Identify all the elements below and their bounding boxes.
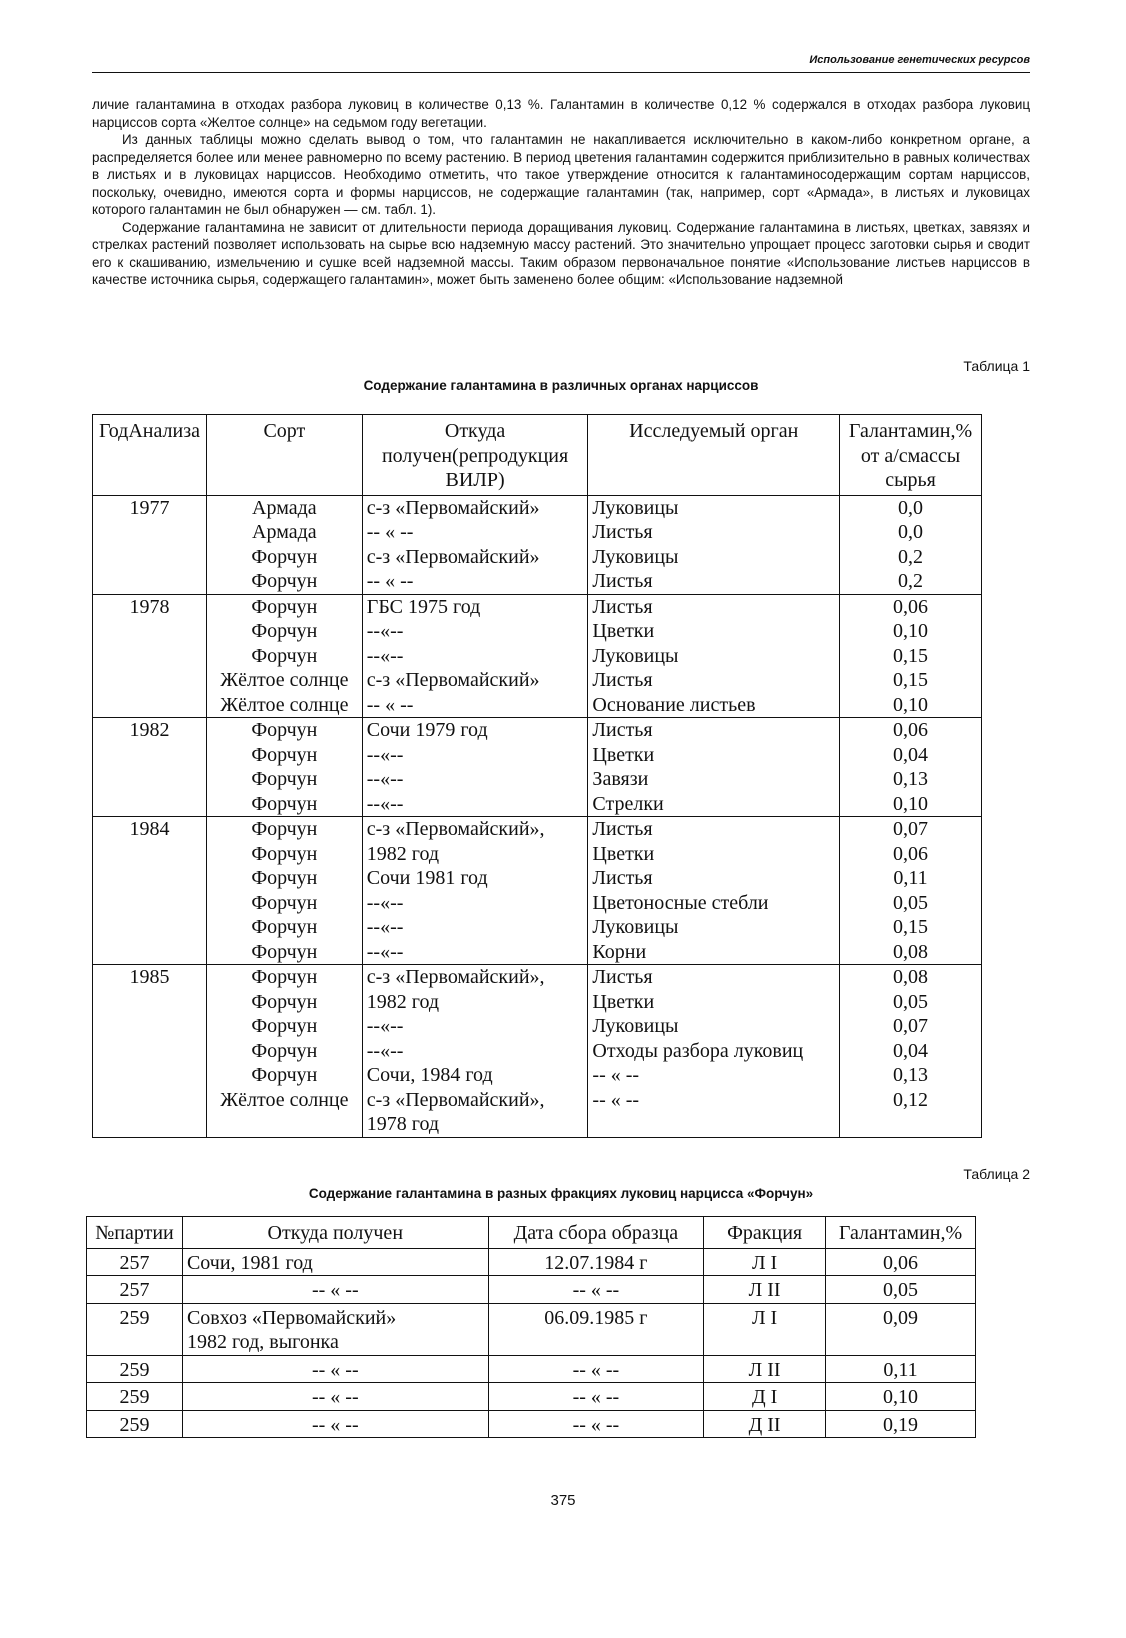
source-cell <box>182 1303 488 1355</box>
cell-line: Стрелки <box>592 792 664 815</box>
batch-cell: 259 <box>87 1303 183 1355</box>
cell-line: -- « -- <box>366 570 414 592</box>
cell-line: Откуда получен <box>267 1222 404 1244</box>
cell-line: ГБС 1975 год <box>366 595 481 618</box>
source-cell <box>362 817 588 965</box>
cell-line: --«-- <box>366 743 404 766</box>
cell-line: Форчун <box>251 842 318 865</box>
header-cell <box>840 415 982 496</box>
sort-cell <box>206 965 362 1138</box>
cell-line: Форчун <box>251 1015 318 1037</box>
header-cell <box>87 1217 183 1249</box>
table1-group-row <box>93 817 982 965</box>
cell-line: 0,13 <box>893 768 929 790</box>
source-cell <box>182 1410 488 1438</box>
cell-line: 0,13 <box>893 1064 929 1086</box>
header-cell <box>588 415 840 496</box>
table2-header-row <box>87 1217 976 1249</box>
value-cell <box>840 594 982 718</box>
header-cell <box>182 1217 488 1249</box>
cell-line: --«-- <box>366 916 404 938</box>
table2-title: Содержание галантамина в разных фракциях луковиц нарцисса «Форчун» <box>308 1186 814 1201</box>
table1 <box>92 414 982 1138</box>
year-cell: 1984 <box>93 817 207 965</box>
date-cell: -- « -- <box>488 1383 704 1411</box>
header-cell <box>488 1217 704 1249</box>
cell-line: Корни <box>592 940 647 963</box>
page-number: 375 <box>550 1492 576 1509</box>
cell-line: 0,08 <box>893 966 929 988</box>
header-cell <box>362 415 588 496</box>
cell-line: -- « -- <box>366 693 414 716</box>
cell-line: (репродукция ВИЛР) <box>445 444 569 491</box>
cell-line: Основание листьев <box>592 693 756 716</box>
batch-cell: 259 <box>87 1410 183 1438</box>
cell-line: Галантамин, <box>848 420 956 442</box>
cell-line: Цветки <box>592 990 655 1013</box>
value-cell: 0,10 <box>826 1383 976 1411</box>
cell-line: с-з «Первомайский» <box>366 669 540 691</box>
table2-row <box>87 1276 976 1304</box>
cell-line: -- « -- <box>366 521 414 543</box>
cell-line: 0,10 <box>893 693 929 716</box>
cell-line: 0,10 <box>893 792 929 815</box>
fraction-cell: Д I <box>704 1383 826 1411</box>
header-cell <box>704 1217 826 1249</box>
cell-line: Армада <box>252 521 317 543</box>
table1-title: Содержание галантамина в различных органах нарциссов <box>363 378 759 393</box>
source-cell <box>362 965 588 1138</box>
cell-line: Луковицы <box>592 1015 679 1037</box>
header-cell <box>826 1217 976 1249</box>
cell-line: 1978 год <box>366 1113 440 1135</box>
cell-line: 0,2 <box>898 570 924 592</box>
paragraph: Содержание галантамина не зависит от длительности периода доращивания луковиц. Содержание галантамина в листьях, цветках, завязях и стрелках растений позволяет использовать на сырье всю надземную массу растений. Это значительно упрощает процесс заготовки сырья и сводит его к скашиванию, измельчению и сушке всей надземной массы. Таким образом первоначальное понятие «Использование листьев нарциссов в качестве источника сырья, содержащего галантамин», может быть заменено более общим: «Использование надземной <box>92 219 1030 287</box>
date-cell: 12.07.1984 г <box>488 1248 704 1276</box>
source-cell <box>362 718 588 817</box>
cell-line: Цветки <box>592 743 655 766</box>
cell-line: 0,15 <box>893 644 929 667</box>
table2-row <box>87 1248 976 1276</box>
cell-line: Луковицы <box>592 496 679 519</box>
cell-line: Луковицы <box>592 916 679 938</box>
cell-line: Форчун <box>251 595 318 618</box>
cell-line: Жёлтое солнце <box>220 669 349 691</box>
year-cell: 1977 <box>93 495 207 594</box>
cell-line: с-з «Первомайский» <box>366 545 540 568</box>
batch-cell: 257 <box>87 1276 183 1304</box>
cell-line: 0,08 <box>893 940 929 963</box>
cell-line: -- « -- <box>311 1358 359 1381</box>
cell-line: массы сырья <box>885 444 961 491</box>
cell-line: Сорт <box>263 420 306 442</box>
cell-line: Галантамин, <box>838 1222 946 1244</box>
fraction-cell: Л II <box>704 1355 826 1383</box>
value-cell <box>840 817 982 965</box>
cell-line: Сочи 1981 год <box>366 867 488 889</box>
cell-line: Луковицы <box>592 644 679 667</box>
table1-group-row <box>93 594 982 718</box>
table1-label: Таблица 1 <box>963 358 1030 374</box>
value-cell <box>840 965 982 1138</box>
cell-line: Форчун <box>251 1039 318 1062</box>
cell-line: 0,2 <box>898 545 924 568</box>
cell-line: Форчун <box>251 966 318 988</box>
cell-line: партии <box>114 1222 174 1244</box>
batch-cell: 257 <box>87 1248 183 1276</box>
cell-line: Листья <box>592 570 653 592</box>
cell-line: Откуда получен <box>381 420 506 467</box>
cell-line: Листья <box>592 719 653 741</box>
value-cell: 0,19 <box>826 1410 976 1438</box>
cell-line: 0,07 <box>893 1015 929 1037</box>
running-head: Использование генетических ресурсов <box>809 54 1030 66</box>
cell-line: -- « -- <box>592 1088 640 1111</box>
sort-cell <box>206 817 362 965</box>
cell-line: 0,05 <box>893 990 929 1013</box>
cell-line: --«-- <box>366 644 404 667</box>
fraction-cell: Л I <box>704 1303 826 1355</box>
header-cell <box>93 415 207 496</box>
cell-line: Форчун <box>251 867 318 889</box>
cell-line: Листья <box>592 521 653 543</box>
cell-line: № <box>95 1222 115 1244</box>
cell-line: -- « -- <box>311 1413 359 1436</box>
organ-cell <box>588 817 840 965</box>
cell-line: Форчун <box>251 545 318 568</box>
cell-line: Совхоз «Первомайский» <box>186 1306 397 1329</box>
year-cell: 1978 <box>93 594 207 718</box>
cell-line: Жёлтое солнце <box>220 693 349 716</box>
cell-line: Форчун <box>251 743 318 766</box>
cell-line: Сочи, 1981 год <box>186 1251 313 1274</box>
cell-line: Цветоносные стебли <box>592 891 769 914</box>
cell-line: % от а/с <box>860 420 973 467</box>
cell-line: Форчун <box>251 719 318 741</box>
cell-line: Цветки <box>592 620 655 642</box>
cell-line: Отходы разбора луковиц <box>592 1039 804 1062</box>
table1-group-row <box>93 495 982 594</box>
cell-line: с-з «Первомайский» <box>366 496 540 519</box>
fraction-cell: Л I <box>704 1248 826 1276</box>
table2-label: Таблица 2 <box>963 1166 1030 1182</box>
header-rule <box>92 72 1030 73</box>
date-cell: -- « -- <box>488 1410 704 1438</box>
cell-line: Дата сбора образца <box>513 1222 679 1244</box>
cell-line: 0,15 <box>893 916 929 938</box>
year-cell: 1985 <box>93 965 207 1138</box>
cell-line: 0,0 <box>898 521 924 543</box>
value-cell: 0,05 <box>826 1276 976 1304</box>
value-cell: 0,06 <box>826 1248 976 1276</box>
header-cell <box>206 415 362 496</box>
cell-line: Форчун <box>251 1064 318 1086</box>
body-text <box>92 96 1030 289</box>
cell-line: Форчун <box>251 818 318 840</box>
cell-line: Форчун <box>251 891 318 914</box>
cell-line: Сочи, 1984 год <box>366 1064 493 1086</box>
cell-line: 0,04 <box>893 743 929 766</box>
batch-cell: 259 <box>87 1383 183 1411</box>
value-cell: 0,11 <box>826 1355 976 1383</box>
cell-line: Форчун <box>251 570 318 592</box>
cell-line: Форчун <box>251 990 318 1013</box>
cell-line: 0,10 <box>893 620 929 642</box>
cell-line: Анализа <box>128 420 201 442</box>
cell-line: Форчун <box>251 792 318 815</box>
source-cell <box>362 594 588 718</box>
cell-line: Армада <box>252 496 317 519</box>
cell-line: Листья <box>592 966 653 988</box>
cell-line: Жёлтое солнце <box>220 1088 349 1111</box>
cell-line: --«-- <box>366 792 404 815</box>
cell-line: 0,05 <box>893 891 929 914</box>
date-cell: 06.09.1985 г <box>488 1303 704 1355</box>
value-cell: 0,09 <box>826 1303 976 1355</box>
cell-line: Завязи <box>592 768 649 790</box>
cell-line: --«-- <box>366 768 404 790</box>
cell-line: -- « -- <box>592 1064 640 1086</box>
cell-line: Фракция <box>727 1222 803 1244</box>
cell-line: --«-- <box>366 891 404 914</box>
table2 <box>86 1216 976 1438</box>
cell-line: 0,0 <box>898 496 924 519</box>
value-cell <box>840 495 982 594</box>
source-cell <box>182 1276 488 1304</box>
sort-cell <box>206 718 362 817</box>
cell-line: Форчун <box>251 620 318 642</box>
cell-line: с-з «Первомайский», <box>366 1088 545 1111</box>
cell-line: 1982 год <box>366 842 440 865</box>
cell-line: Сочи 1979 год <box>366 719 488 741</box>
table1-header-row <box>93 415 982 496</box>
cell-line: Форчун <box>251 916 318 938</box>
cell-line: --«-- <box>366 1015 404 1037</box>
cell-line: Форчун <box>251 768 318 790</box>
paragraph: личие галантамина в отходах разбора луковиц в количестве 0,13 %. Галантамин в количестве 0,12 % содержался в отходах разбора луковиц нарциссов сорта «Желтое солнце» на седьмом году вегетации. <box>92 97 1030 130</box>
organ-cell <box>588 718 840 817</box>
cell-line: 0,12 <box>893 1088 929 1111</box>
year-cell: 1982 <box>93 718 207 817</box>
cell-line: -- « -- <box>311 1279 359 1301</box>
cell-line: Исследуемый орган <box>629 420 799 442</box>
organ-cell <box>588 495 840 594</box>
value-cell <box>840 718 982 817</box>
cell-line: 0,04 <box>893 1039 929 1062</box>
table2-row <box>87 1383 976 1411</box>
cell-line: 0,15 <box>893 669 929 691</box>
cell-line: Луковицы <box>592 545 679 568</box>
fraction-cell: Д II <box>704 1410 826 1438</box>
table1-group-row <box>93 718 982 817</box>
cell-line: % <box>945 1222 963 1244</box>
cell-line: 0,06 <box>893 719 929 741</box>
cell-line: с-з «Первомайский», <box>366 966 545 988</box>
cell-line: 0,06 <box>893 595 929 618</box>
source-cell <box>182 1383 488 1411</box>
cell-line: Форчун <box>251 940 318 963</box>
cell-line: 0,06 <box>893 842 929 865</box>
cell-line: 0,07 <box>893 818 929 840</box>
table2-row <box>87 1303 976 1355</box>
cell-line: Цветки <box>592 842 655 865</box>
cell-line: Год <box>98 420 129 442</box>
fraction-cell: Л II <box>704 1276 826 1304</box>
paragraph: Из данных таблицы можно сделать вывод о том, что галантамин не накапливается исключительно в каком-либо конкретном органе, а распределяется более или менее равномерно по всему растению. В период цветения галантамин содержится приблизительно в равных количествах в листьях и в луковицах нарциссов. Необходимо отметить, что такое утверждение относится к галантаминосодержащим сортам нарциссов, поскольку, очевидно, имеются сорта и формы нарциссов, не содержащие галантамин (так, например, сорт «Армада», в листьях и луковицах которого галантамин не был обнаружен — см. табл. 1). <box>92 132 1030 217</box>
table1-group-row <box>93 965 982 1138</box>
cell-line: --«-- <box>366 1039 404 1062</box>
sort-cell <box>206 594 362 718</box>
source-cell <box>182 1248 488 1276</box>
organ-cell <box>588 965 840 1138</box>
source-cell <box>362 495 588 594</box>
sort-cell <box>206 495 362 594</box>
cell-line: Листья <box>592 669 653 691</box>
source-cell <box>182 1355 488 1383</box>
cell-line: 1982 год <box>366 990 440 1013</box>
date-cell: -- « -- <box>488 1355 704 1383</box>
cell-line: Форчун <box>251 644 318 667</box>
cell-line: --«-- <box>366 940 404 963</box>
cell-line: с-з «Первомайский», <box>366 818 545 840</box>
cell-line: 0,11 <box>893 867 928 889</box>
cell-line: Листья <box>592 595 653 618</box>
table2-row <box>87 1355 976 1383</box>
cell-line: -- « -- <box>311 1386 359 1408</box>
batch-cell: 259 <box>87 1355 183 1383</box>
cell-line: Листья <box>592 867 653 889</box>
table2-row <box>87 1410 976 1438</box>
cell-line: 1982 год, выгонка <box>186 1331 339 1353</box>
cell-line: Листья <box>592 818 653 840</box>
organ-cell <box>588 594 840 718</box>
date-cell: -- « -- <box>488 1276 704 1304</box>
cell-line: --«-- <box>366 620 404 642</box>
